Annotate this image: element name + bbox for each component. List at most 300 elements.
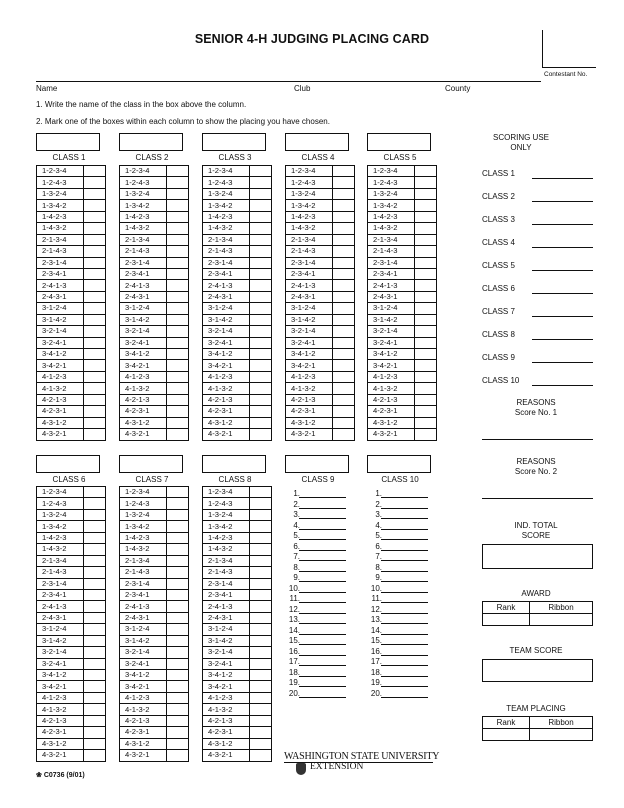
placing-mark-box[interactable] — [333, 303, 355, 314]
placing-line-field[interactable] — [381, 508, 428, 509]
placing-mark-box[interactable] — [84, 429, 106, 440]
placing-mark-box[interactable] — [84, 166, 106, 177]
placing-mark-box[interactable] — [167, 268, 189, 279]
placing-mark-box[interactable] — [250, 429, 272, 440]
placing-mark-box[interactable] — [84, 727, 106, 738]
placing-mark-box[interactable] — [84, 715, 106, 726]
placing-mark-box[interactable] — [84, 578, 106, 589]
placing-mark-box[interactable] — [415, 291, 437, 302]
placing-line-number: 16. — [370, 646, 382, 656]
placing-line-field[interactable] — [299, 508, 346, 509]
placing-mark-box[interactable] — [415, 188, 437, 199]
placing-line-field[interactable] — [381, 539, 428, 540]
placing-row — [37, 337, 106, 348]
name-club-county-field[interactable] — [36, 81, 541, 82]
placing-mark-box[interactable] — [167, 704, 189, 715]
placing-mark-box[interactable] — [415, 326, 437, 337]
placing-mark-box[interactable] — [167, 337, 189, 348]
placing-mark-box[interactable] — [333, 246, 355, 257]
reasons-2-score-field[interactable] — [482, 498, 593, 499]
placing-mark-box[interactable] — [167, 360, 189, 371]
placing-mark-box[interactable] — [84, 177, 106, 188]
placing-line-field[interactable] — [299, 697, 346, 698]
placing-mark-box[interactable] — [167, 200, 189, 211]
placing-mark-box[interactable] — [167, 280, 189, 291]
placing-mark-box[interactable] — [250, 371, 272, 382]
placing-combination: 1-2-3-4 — [120, 487, 167, 498]
placing-line-field[interactable] — [299, 686, 346, 687]
placing-mark-box[interactable] — [250, 268, 272, 279]
class-3-name-box[interactable] — [202, 133, 266, 151]
placing-mark-box[interactable] — [84, 188, 106, 199]
reasons-1-score-field[interactable] — [482, 439, 593, 440]
placing-mark-box[interactable] — [84, 647, 106, 658]
scoring-class-4-field[interactable] — [532, 247, 593, 248]
placing-line-row — [365, 552, 433, 563]
placing-mark-box[interactable] — [84, 314, 106, 325]
placing-mark-box[interactable] — [250, 635, 272, 646]
placing-mark-box[interactable] — [250, 383, 272, 394]
placing-mark-box[interactable] — [333, 383, 355, 394]
placing-mark-box[interactable] — [84, 601, 106, 612]
placing-mark-box[interactable] — [415, 394, 437, 405]
placing-mark-box[interactable] — [167, 498, 189, 509]
placing-mark-box[interactable] — [415, 417, 437, 428]
placing-mark-box[interactable] — [84, 303, 106, 314]
placing-mark-box[interactable] — [250, 567, 272, 578]
placing-mark-box[interactable] — [84, 521, 106, 532]
placing-mark-box[interactable] — [250, 417, 272, 428]
placing-mark-box[interactable] — [333, 429, 355, 440]
award-rank-field[interactable] — [483, 614, 530, 626]
placing-line-field[interactable] — [299, 550, 346, 551]
placing-line-number: 6. — [293, 541, 300, 551]
placing-row — [120, 498, 189, 509]
placing-line-field[interactable] — [299, 539, 346, 540]
placing-mark-box[interactable] — [84, 257, 106, 268]
placing-mark-box[interactable] — [167, 429, 189, 440]
class-2-name-box[interactable] — [119, 133, 183, 151]
placing-mark-box[interactable] — [333, 188, 355, 199]
placing-row — [37, 280, 106, 291]
placing-mark-box[interactable] — [167, 567, 189, 578]
placing-mark-box[interactable] — [250, 509, 272, 520]
placing-mark-box[interactable] — [415, 406, 437, 417]
placing-mark-box[interactable] — [333, 394, 355, 405]
placing-mark-box[interactable] — [250, 280, 272, 291]
placing-combination: 3-1-2-4 — [37, 624, 84, 635]
placing-line-field[interactable] — [299, 665, 346, 666]
placing-mark-box[interactable] — [167, 521, 189, 532]
placing-mark-box[interactable] — [250, 670, 272, 681]
placing-row — [37, 200, 106, 211]
placing-mark-box[interactable] — [415, 349, 437, 360]
placing-combination: 2-1-4-3 — [203, 246, 250, 257]
placing-mark-box[interactable] — [167, 750, 189, 761]
placing-mark-box[interactable] — [84, 223, 106, 234]
placing-line-field[interactable] — [299, 529, 346, 530]
placing-mark-box[interactable] — [250, 692, 272, 703]
placing-combination: 1-4-2-3 — [203, 532, 250, 543]
placing-combination: 2-1-4-3 — [120, 567, 167, 578]
placing-mark-box[interactable] — [250, 612, 272, 623]
class-10-name-box[interactable] — [367, 455, 431, 473]
placing-mark-box[interactable] — [167, 658, 189, 669]
placing-mark-box[interactable] — [250, 487, 272, 498]
placing-mark-box[interactable] — [250, 406, 272, 417]
placing-mark-box[interactable] — [333, 234, 355, 245]
placing-line-field[interactable] — [381, 613, 428, 614]
placing-line-field[interactable] — [381, 560, 428, 561]
placing-mark-box[interactable] — [250, 681, 272, 692]
class-2-placing-table — [119, 165, 189, 441]
placing-mark-box[interactable] — [84, 544, 106, 555]
placing-mark-box[interactable] — [84, 612, 106, 623]
class-1-name-box[interactable] — [36, 133, 100, 151]
placing-combination: 3-4-2-1 — [368, 360, 415, 371]
placing-mark-box[interactable] — [250, 704, 272, 715]
placing-mark-box[interactable] — [84, 234, 106, 245]
placing-mark-box[interactable] — [250, 738, 272, 749]
placing-mark-box[interactable] — [84, 624, 106, 635]
placing-line-field[interactable] — [299, 518, 346, 519]
placing-mark-box[interactable] — [250, 223, 272, 234]
placing-line-field[interactable] — [381, 571, 428, 572]
placing-mark-box[interactable] — [250, 314, 272, 325]
placing-combination: 2-4-1-3 — [120, 601, 167, 612]
placing-mark-box[interactable] — [167, 406, 189, 417]
placing-combination: 1-2-4-3 — [286, 177, 333, 188]
class-7-name-box[interactable] — [119, 455, 183, 473]
placing-mark-box[interactable] — [167, 326, 189, 337]
placing-mark-box[interactable] — [167, 257, 189, 268]
placing-mark-box[interactable] — [167, 188, 189, 199]
placing-mark-box[interactable] — [333, 280, 355, 291]
placing-mark-box[interactable] — [84, 738, 106, 749]
placing-mark-box[interactable] — [333, 326, 355, 337]
placing-line-field[interactable] — [381, 644, 428, 645]
placing-mark-box[interactable] — [84, 498, 106, 509]
placing-mark-box[interactable] — [250, 188, 272, 199]
placing-mark-box[interactable] — [250, 727, 272, 738]
placing-line-field[interactable] — [381, 518, 428, 519]
placing-mark-box[interactable] — [250, 498, 272, 509]
placing-mark-box[interactable] — [167, 555, 189, 566]
scoring-class-7-field[interactable] — [532, 316, 593, 317]
placing-mark-box[interactable] — [333, 223, 355, 234]
placing-mark-box[interactable] — [415, 303, 437, 314]
placing-mark-box[interactable] — [167, 532, 189, 543]
placing-mark-box[interactable] — [250, 166, 272, 177]
placing-line-field[interactable] — [381, 634, 428, 635]
placing-mark-box[interactable] — [167, 223, 189, 234]
scoring-class-9-field[interactable] — [532, 362, 593, 363]
placing-combination: 2-4-1-3 — [37, 280, 84, 291]
placing-mark-box[interactable] — [84, 280, 106, 291]
placing-mark-box[interactable] — [333, 360, 355, 371]
placing-mark-box[interactable] — [84, 383, 106, 394]
placing-line-field[interactable] — [381, 623, 428, 624]
placing-mark-box[interactable] — [167, 166, 189, 177]
scoring-class-6-field[interactable] — [532, 293, 593, 294]
placing-mark-box[interactable] — [84, 406, 106, 417]
placing-row — [203, 360, 272, 371]
placing-row — [120, 303, 189, 314]
placing-mark-box[interactable] — [167, 647, 189, 658]
placing-mark-box[interactable] — [84, 567, 106, 578]
placing-mark-box[interactable] — [415, 383, 437, 394]
scoring-class-1-field[interactable] — [532, 178, 593, 179]
team-score-field[interactable] — [482, 659, 593, 682]
placing-line-field[interactable] — [381, 497, 428, 498]
placing-mark-box[interactable] — [333, 200, 355, 211]
contestant-number-field[interactable] — [542, 67, 596, 68]
placing-mark-box[interactable] — [167, 177, 189, 188]
placing-line-field[interactable] — [381, 697, 428, 698]
placing-line-field[interactable] — [381, 665, 428, 666]
placing-mark-box[interactable] — [167, 349, 189, 360]
placing-mark-box[interactable] — [84, 371, 106, 382]
placing-mark-box[interactable] — [167, 417, 189, 428]
placing-mark-box[interactable] — [167, 371, 189, 382]
class-4-name-box[interactable] — [285, 133, 349, 151]
placing-mark-box[interactable] — [333, 314, 355, 325]
placing-line-field[interactable] — [299, 623, 346, 624]
placing-mark-box[interactable] — [84, 704, 106, 715]
placing-mark-box[interactable] — [84, 658, 106, 669]
placing-mark-box[interactable] — [250, 647, 272, 658]
placing-mark-box[interactable] — [167, 487, 189, 498]
placing-mark-box[interactable] — [333, 349, 355, 360]
placing-mark-box[interactable] — [333, 268, 355, 279]
placing-mark-box[interactable] — [333, 371, 355, 382]
placing-mark-box[interactable] — [84, 487, 106, 498]
placing-mark-box[interactable] — [250, 303, 272, 314]
placing-mark-box[interactable] — [84, 200, 106, 211]
class-5-name-box[interactable] — [367, 133, 431, 151]
placing-combination: 2-4-1-3 — [37, 601, 84, 612]
placing-mark-box[interactable] — [415, 429, 437, 440]
placing-mark-box[interactable] — [415, 246, 437, 257]
placing-line-field[interactable] — [381, 676, 428, 677]
placing-mark-box[interactable] — [167, 234, 189, 245]
placing-mark-box[interactable] — [250, 291, 272, 302]
placing-mark-box[interactable] — [250, 624, 272, 635]
placing-mark-box[interactable] — [250, 555, 272, 566]
placing-line-field[interactable] — [381, 581, 428, 582]
placing-mark-box[interactable] — [167, 601, 189, 612]
placing-line-field[interactable] — [299, 571, 346, 572]
placing-mark-box[interactable] — [250, 589, 272, 600]
placing-row — [203, 532, 272, 543]
placing-mark-box[interactable] — [415, 268, 437, 279]
placing-mark-box[interactable] — [167, 681, 189, 692]
placing-combination: 4-1-3-2 — [203, 383, 250, 394]
placing-line-field[interactable] — [299, 655, 346, 656]
placing-mark-box[interactable] — [415, 166, 437, 177]
placing-mark-box[interactable] — [167, 670, 189, 681]
placing-line-field[interactable] — [381, 550, 428, 551]
placing-line-field[interactable] — [381, 529, 428, 530]
placing-mark-box[interactable] — [167, 612, 189, 623]
placing-mark-box[interactable] — [415, 314, 437, 325]
placing-combination: 4-3-2-1 — [368, 429, 415, 440]
placing-mark-box[interactable] — [84, 681, 106, 692]
placing-mark-box[interactable] — [167, 544, 189, 555]
class-9-name-box[interactable] — [285, 455, 349, 473]
placing-mark-box[interactable] — [84, 268, 106, 279]
placing-mark-box[interactable] — [250, 394, 272, 405]
placing-row — [203, 601, 272, 612]
placing-mark-box[interactable] — [84, 337, 106, 348]
placing-mark-box[interactable] — [333, 257, 355, 268]
placing-line-field[interactable] — [299, 613, 346, 614]
placing-mark-box[interactable] — [415, 223, 437, 234]
placing-line-field[interactable] — [381, 686, 428, 687]
placing-mark-box[interactable] — [84, 394, 106, 405]
placing-mark-box[interactable] — [167, 211, 189, 222]
placing-mark-box[interactable] — [250, 360, 272, 371]
placing-combination: 3-4-2-1 — [120, 360, 167, 371]
placing-combination: 3-1-2-4 — [120, 624, 167, 635]
placing-mark-box[interactable] — [84, 635, 106, 646]
placing-mark-box[interactable] — [250, 578, 272, 589]
placing-mark-box[interactable] — [250, 200, 272, 211]
placing-mark-box[interactable] — [250, 521, 272, 532]
placing-mark-box[interactable] — [167, 738, 189, 749]
scoring-class-8-field[interactable] — [532, 339, 593, 340]
placing-mark-box[interactable] — [250, 715, 272, 726]
ind-total-score-field[interactable] — [482, 544, 593, 569]
placing-mark-box[interactable] — [84, 291, 106, 302]
placing-line-field[interactable] — [299, 634, 346, 635]
class-6-name-box[interactable] — [36, 455, 100, 473]
scoring-class-3-field[interactable] — [532, 224, 593, 225]
placing-row — [37, 612, 106, 623]
placing-mark-box[interactable] — [415, 280, 437, 291]
placing-mark-box[interactable] — [84, 555, 106, 566]
placing-mark-box[interactable] — [250, 544, 272, 555]
placing-mark-box[interactable] — [167, 394, 189, 405]
placing-mark-box[interactable] — [333, 406, 355, 417]
placing-line-field[interactable] — [381, 592, 428, 593]
placing-mark-box[interactable] — [333, 417, 355, 428]
placing-mark-box[interactable] — [84, 692, 106, 703]
team-ribbon-field[interactable] — [530, 729, 593, 741]
placing-mark-box[interactable] — [415, 360, 437, 371]
placing-mark-box[interactable] — [333, 291, 355, 302]
placing-mark-box[interactable] — [167, 692, 189, 703]
scoring-class-2-field[interactable] — [532, 201, 593, 202]
placing-line-field[interactable] — [299, 644, 346, 645]
placing-mark-box[interactable] — [84, 326, 106, 337]
placing-line-row — [365, 584, 433, 595]
placing-mark-box[interactable] — [415, 371, 437, 382]
class-8-name-box[interactable] — [202, 455, 266, 473]
placing-mark-box[interactable] — [84, 349, 106, 360]
placing-mark-box[interactable] — [415, 337, 437, 348]
placing-mark-box[interactable] — [250, 326, 272, 337]
scoring-class-10-field[interactable] — [532, 385, 593, 386]
placing-row — [368, 211, 437, 222]
placing-mark-box[interactable] — [333, 337, 355, 348]
placing-combination: 4-3-2-1 — [37, 750, 84, 761]
placing-line-field[interactable] — [299, 581, 346, 582]
placing-line-field[interactable] — [381, 602, 428, 603]
placing-mark-box[interactable] — [333, 177, 355, 188]
placing-mark-box[interactable] — [415, 234, 437, 245]
placing-mark-box[interactable] — [167, 314, 189, 325]
placing-mark-box[interactable] — [333, 211, 355, 222]
placing-mark-box[interactable] — [415, 177, 437, 188]
placing-mark-box[interactable] — [167, 246, 189, 257]
placing-mark-box[interactable] — [167, 303, 189, 314]
placing-mark-box[interactable] — [84, 750, 106, 761]
placing-mark-box[interactable] — [167, 589, 189, 600]
placing-mark-box[interactable] — [84, 417, 106, 428]
placing-row — [120, 521, 189, 532]
placing-mark-box[interactable] — [250, 658, 272, 669]
placing-row — [286, 383, 355, 394]
placing-line-field[interactable] — [299, 602, 346, 603]
placing-mark-box[interactable] — [84, 670, 106, 681]
placing-row — [203, 166, 272, 177]
placing-mark-box[interactable] — [84, 589, 106, 600]
placing-mark-box[interactable] — [250, 750, 272, 761]
placing-mark-box[interactable] — [84, 360, 106, 371]
placing-mark-box[interactable] — [167, 624, 189, 635]
placing-mark-box[interactable] — [415, 257, 437, 268]
placing-mark-box[interactable] — [415, 200, 437, 211]
placing-combination: 3-2-4-1 — [37, 658, 84, 669]
placing-line-number: 1. — [375, 489, 382, 498]
placing-mark-box[interactable] — [250, 246, 272, 257]
placing-mark-box[interactable] — [250, 257, 272, 268]
placing-mark-box[interactable] — [84, 532, 106, 543]
placing-mark-box[interactable] — [250, 211, 272, 222]
placing-mark-box[interactable] — [250, 349, 272, 360]
placing-mark-box[interactable] — [167, 635, 189, 646]
placing-row — [286, 200, 355, 211]
placing-mark-box[interactable] — [167, 291, 189, 302]
placing-line-field[interactable] — [299, 676, 346, 677]
placing-mark-box[interactable] — [250, 234, 272, 245]
placing-mark-box[interactable] — [250, 532, 272, 543]
placing-line-field[interactable] — [381, 655, 428, 656]
placing-mark-box[interactable] — [250, 337, 272, 348]
placing-mark-box[interactable] — [167, 578, 189, 589]
team-rank-field[interactable] — [483, 729, 530, 741]
placing-mark-box[interactable] — [415, 211, 437, 222]
placing-mark-box[interactable] — [84, 509, 106, 520]
placing-combination: 4-1-3-2 — [37, 383, 84, 394]
placing-line-field[interactable] — [299, 592, 346, 593]
placing-mark-box[interactable] — [250, 177, 272, 188]
placing-mark-box[interactable] — [167, 383, 189, 394]
scoring-class-5-field[interactable] — [532, 270, 593, 271]
placing-mark-box[interactable] — [167, 509, 189, 520]
placing-mark-box[interactable] — [333, 166, 355, 177]
placing-mark-box[interactable] — [84, 246, 106, 257]
placing-mark-box[interactable] — [167, 715, 189, 726]
placing-line-field[interactable] — [299, 560, 346, 561]
award-ribbon-field[interactable] — [530, 614, 593, 626]
placing-line-field[interactable] — [299, 497, 346, 498]
placing-mark-box[interactable] — [167, 727, 189, 738]
placing-mark-box[interactable] — [250, 601, 272, 612]
placing-mark-box[interactable] — [84, 211, 106, 222]
placing-combination: 4-2-3-1 — [37, 727, 84, 738]
